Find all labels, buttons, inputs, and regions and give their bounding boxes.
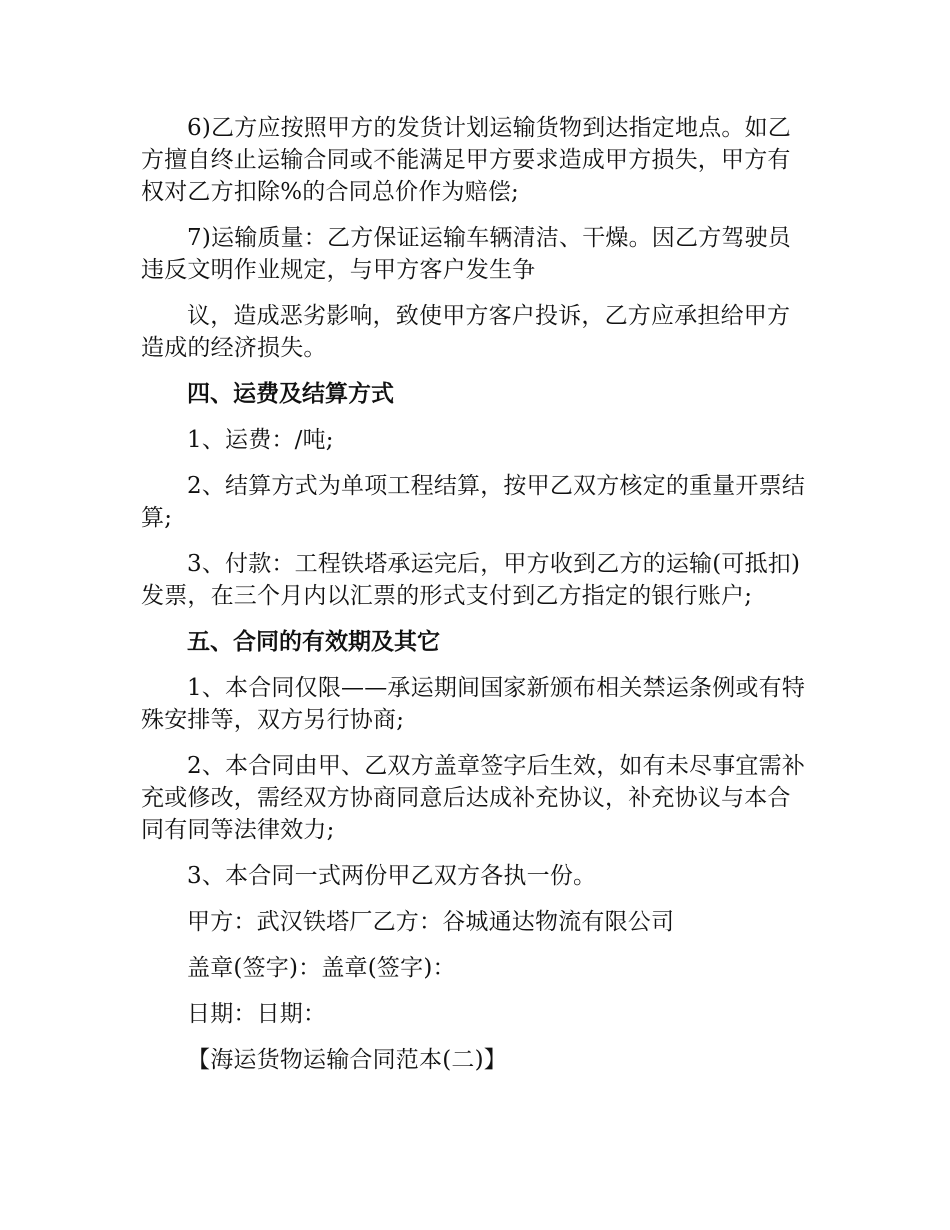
- document-page: [141, 112, 813, 1090]
- parties-line: 甲方：武汉铁塔厂乙方：谷城通达物流有限公司: [187, 909, 675, 935]
- clause-7-continuation-paragraph: 议，造成恶劣影响，致使甲方客户投诉，乙方应承担给甲方造成的经济损失。: [141, 303, 791, 361]
- seal-signature-line: 盖章(签字)：盖章(签字)：: [187, 955, 456, 981]
- clause-7-paragraph: 7)运输质量：乙方保证运输车辆清洁、干燥。因乙方驾驶员违反文明作业规定，与甲方客户发生争: [141, 225, 792, 283]
- next-template-title: 【海运货物运输合同范本(二)】: [187, 1047, 507, 1073]
- section-5-item-3: 3、本合同一式两份甲乙双方各执一份。: [187, 863, 597, 889]
- section-4-item-2: 2、结算方式为单项工程结算，按甲乙双方核定的重量开票结算;: [141, 473, 806, 531]
- section-4-heading: 四、运费及结算方式: [187, 380, 394, 407]
- date-line: 日期：日期：: [187, 1001, 327, 1027]
- section-4-item-3: 3、付款：工程铁塔承运完后，甲方收到乙方的运输(可抵扣)发票，在三个月内以汇票的形式支付到乙方指定的银行账户;: [141, 551, 801, 609]
- section-5-item-1: 1、本合同仅限——承运期间国家新颁布相关禁运条例或有特殊安排等，双方另行协商;: [141, 675, 806, 733]
- section-4-item-1: 1、运费：/吨;: [187, 427, 334, 453]
- clause-6-paragraph: 6)乙方应按照甲方的发货计划运输货物到达指定地点。如乙方擅自终止运输合同或不能满足甲方要求造成甲方损失，甲方有权对乙方扣除%的合同总价作为赔偿;: [141, 115, 792, 205]
- section-5-item-2: 2、本合同由甲、乙双方盖章签字后生效，如有未尽事宜需补充或修改，需经双方协商同意后达成补充协议，补充协议与本合同有同等法律效力;: [141, 753, 806, 843]
- section-5-heading: 五、合同的有效期及其它: [187, 628, 440, 655]
